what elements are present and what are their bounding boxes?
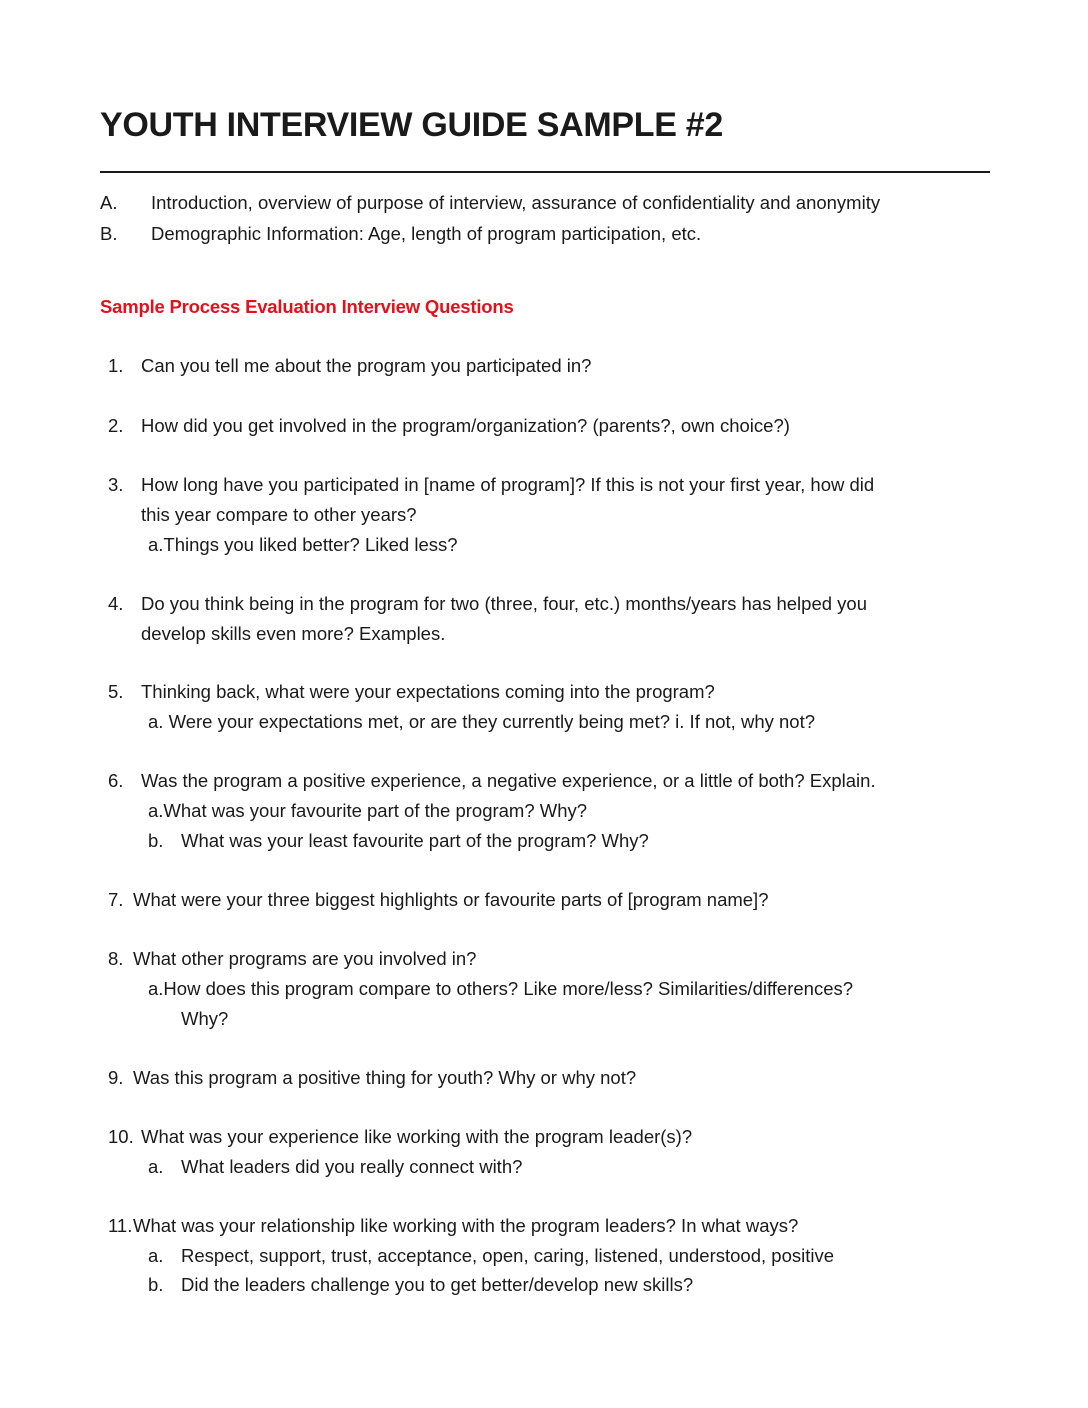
intro-marker: B. — [100, 223, 118, 244]
question-5 — [108, 680, 715, 704]
question-number: 1. — [108, 355, 124, 376]
question-number: 11. — [108, 1215, 133, 1236]
question-5-sub-a: a. Were your expectations met, or are they currently being met? i. If not, why not? — [148, 711, 816, 732]
question-11 — [108, 1214, 798, 1238]
question-10 — [108, 1125, 692, 1149]
question-text: What other programs are you involved in? — [133, 948, 477, 969]
question-8 — [108, 947, 476, 971]
question-6-sub-a: a.What was your favourite part of the program? Why? — [148, 800, 588, 821]
question-number: 8. — [108, 948, 124, 969]
question-text: Was this program a positive thing for youth? Why or why not? — [133, 1067, 637, 1088]
question-text: Thinking back, what were your expectations coming into the program? — [141, 681, 715, 702]
intro-item-b — [100, 222, 701, 246]
intro-marker: A. — [100, 192, 118, 213]
question-7 — [108, 888, 769, 912]
question-9 — [108, 1066, 636, 1090]
question-11-sub-a — [148, 1244, 834, 1268]
intro-text: Introduction, overview of purpose of interview, assurance of confidentiality and anonymity — [151, 192, 881, 213]
sub-item-text: Respect, support, trust, acceptance, open, caring, listened, understood, positive — [181, 1245, 835, 1266]
question-text: How long have you participated in [name of program]? If this is not your first year, how did — [141, 474, 875, 495]
question-3-continuation: this year compare to other years? — [141, 504, 417, 525]
question-10-sub-a — [148, 1155, 522, 1179]
section-heading: Sample Process Evaluation Interview Questions — [100, 296, 514, 317]
question-number: 10. — [108, 1126, 134, 1147]
question-4-continuation: develop skills even more? Examples. — [141, 623, 446, 644]
intro-text: Demographic Information: Age, length of program participation, etc. — [151, 223, 702, 244]
question-3-sub-a: a.Things you liked better? Liked less? — [148, 534, 458, 555]
question-6 — [108, 769, 876, 793]
question-number: 2. — [108, 415, 124, 436]
question-text: How did you get involved in the program/organization? (parents?, own choice?) — [141, 415, 790, 436]
question-text: What was your experience like working with the program leader(s)? — [141, 1126, 693, 1147]
sub-item-text: What leaders did you really connect with? — [181, 1156, 523, 1177]
question-3 — [108, 473, 874, 497]
question-number: 4. — [108, 593, 124, 614]
intro-item-a — [100, 191, 880, 215]
question-1 — [108, 354, 591, 378]
question-number: 5. — [108, 681, 124, 702]
question-text: What was your relationship like working with the program leaders? In what ways? — [133, 1215, 799, 1236]
sub-item-marker: b. — [148, 1274, 164, 1295]
question-number: 9. — [108, 1067, 124, 1088]
question-6-sub-b — [148, 829, 649, 853]
question-11-sub-b — [148, 1273, 693, 1297]
sub-item-marker: b. — [148, 830, 164, 851]
question-text: What were your three biggest highlights or favourite parts of [program name]? — [133, 889, 769, 910]
sub-item-text: Did the leaders challenge you to get better/develop new skills? — [181, 1274, 694, 1295]
question-number: 7. — [108, 889, 124, 910]
question-number: 6. — [108, 770, 124, 791]
sub-item-marker: a. — [148, 1245, 164, 1266]
title-divider — [100, 171, 990, 173]
question-text: Can you tell me about the program you participated in? — [141, 355, 592, 376]
question-text: Was the program a positive experience, a negative experience, or a little of both? Explain. — [141, 770, 876, 791]
question-4 — [108, 592, 867, 616]
question-2 — [108, 414, 790, 438]
sub-item-marker: a. — [148, 1156, 164, 1177]
question-8-sub-a: a.How does this program compare to others? Like more/less? Similarities/differences? — [148, 978, 854, 999]
sub-item-text: What was your least favourite part of the program? Why? — [181, 830, 649, 851]
question-number: 3. — [108, 474, 124, 495]
question-text: Do you think being in the program for two (three, four, etc.) months/years has helped you — [141, 593, 867, 614]
question-8-sub-a-continuation: Why? — [181, 1008, 229, 1029]
document-title: YOUTH INTERVIEW GUIDE SAMPLE #2 — [100, 106, 723, 144]
